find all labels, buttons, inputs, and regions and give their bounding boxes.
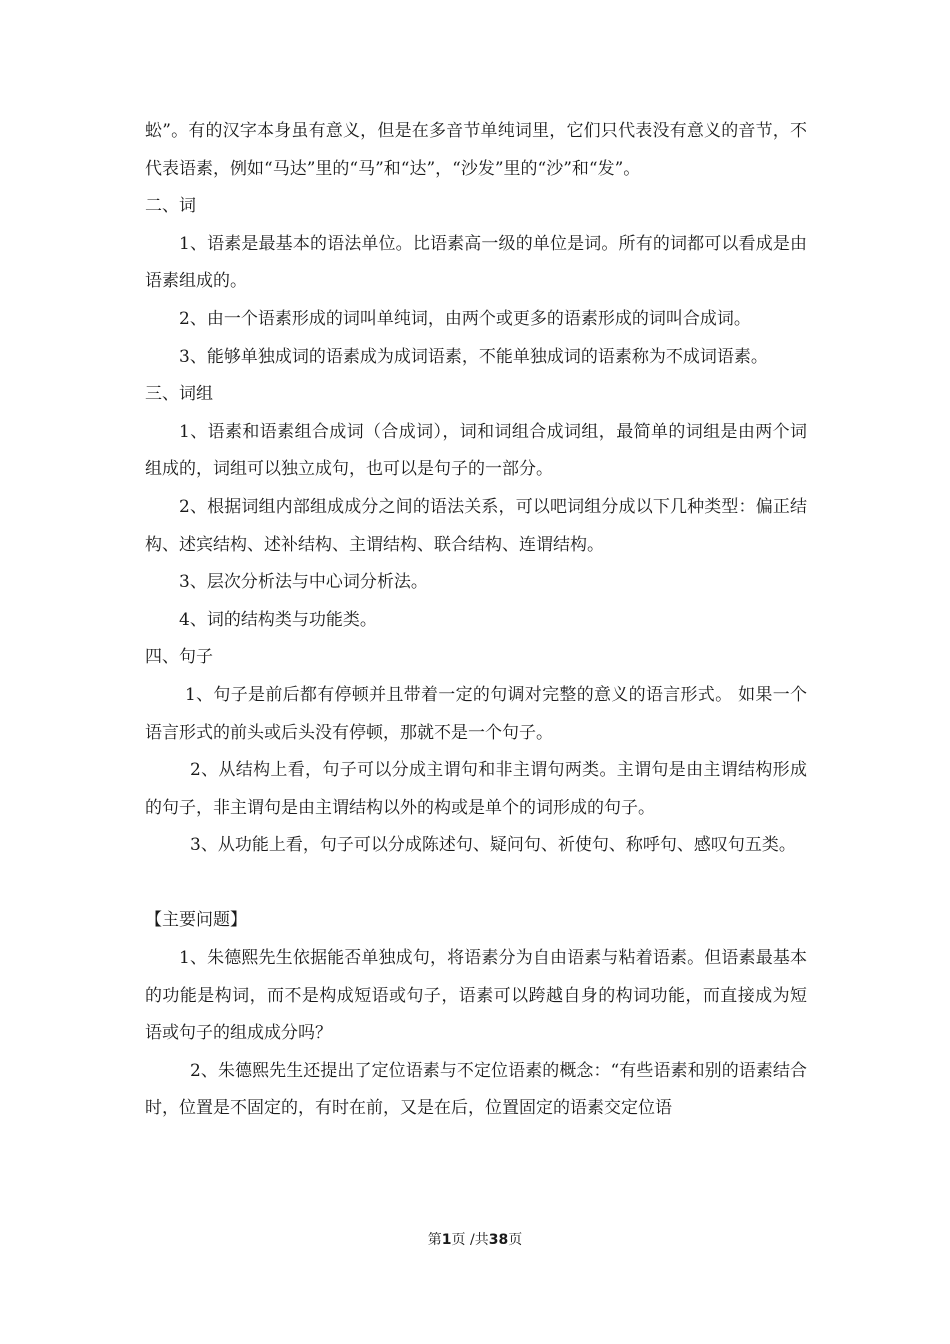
footer-suffix: 页 [508,1232,523,1248]
paragraph: 蚣”。有的汉字本身虽有意义，但是在多音节单纯词里，它们只代表没有意义的音节，不代表语素，例如“马达”里的“马”和“达”，“沙发”里的“沙”和“发”。 [145,121,807,179]
paragraph: 2、根据词组内部组成成分之间的语法关系，可以吧词组分成以下几种类型：偏正结构、述宾结构、述补结构、主谓结构、联合结构、连谓结构。 [145,496,807,555]
document-body [145,113,807,1128]
main-issues-heading: 【主要问题】 [145,910,247,931]
paragraph: 2、朱德熙先生还提出了定位语素与不定位语素的概念：“有些语素和别的语素结合时，位置是不固定的，有时在前，又是在后，位置固定的语素交定位语 [145,1060,807,1119]
footer-page-number: 1 [441,1232,452,1248]
section-heading: 三、词组 [145,384,213,405]
blank-line [145,865,807,903]
paragraph: 3、从功能上看，句子可以分成陈述句、疑问句、祈使句、称呼句、感叹句五类。 [190,835,796,856]
footer-total-pages: 38 [488,1232,509,1248]
page-footer [0,1229,950,1249]
footer-prefix: 第 [427,1232,442,1248]
paragraph: 2、由一个语素形成的词叫单纯词，由两个或更多的语素形成的词叫合成词。 [179,308,751,329]
paragraph: 4、词的结构类与功能类。 [179,609,377,630]
paragraph: 1、语素是最基本的语法单位。比语素高一级的单位是词。所有的词都可以看成是由语素组成的。 [145,233,807,292]
section-heading: 二、词 [145,196,196,217]
section-heading: 四、句子 [145,647,213,668]
paragraph: 1、语素和语素组合成词（合成词），词和词组合成词组，最简单的词组是由两个词组成的，词组可以独立成句，也可以是句子的一部分。 [145,421,807,480]
footer-middle: 页 /共 [451,1232,489,1248]
paragraph: 1、朱德熙先生依据能否单独成句，将语素分为自由语素与粘着语素。但语素最基本的功能是构词，而不是构成短语或句子，语素可以跨越自身的构词功能，而直接成为短语或句子的组成成分吗？ [145,948,807,1044]
paragraph: 1、句子是前后都有停顿并且带着一定的句调对完整的意义的语言形式。 如果一个语言形式的前头或后头没有停顿，那就不是一个句子。 [145,684,807,743]
paragraph: 2、从结构上看，句子可以分成主谓句和非主谓句两类。主谓句是由主谓结构形成的句子，非主谓句是由主谓结构以外的构或是单个的词形成的句子。 [145,760,807,818]
paragraph: 3、能够单独成词的语素成为成词语素，不能单独成词的语素称为不成词语素。 [179,346,768,367]
paragraph: 3、层次分析法与中心词分析法。 [179,572,428,593]
